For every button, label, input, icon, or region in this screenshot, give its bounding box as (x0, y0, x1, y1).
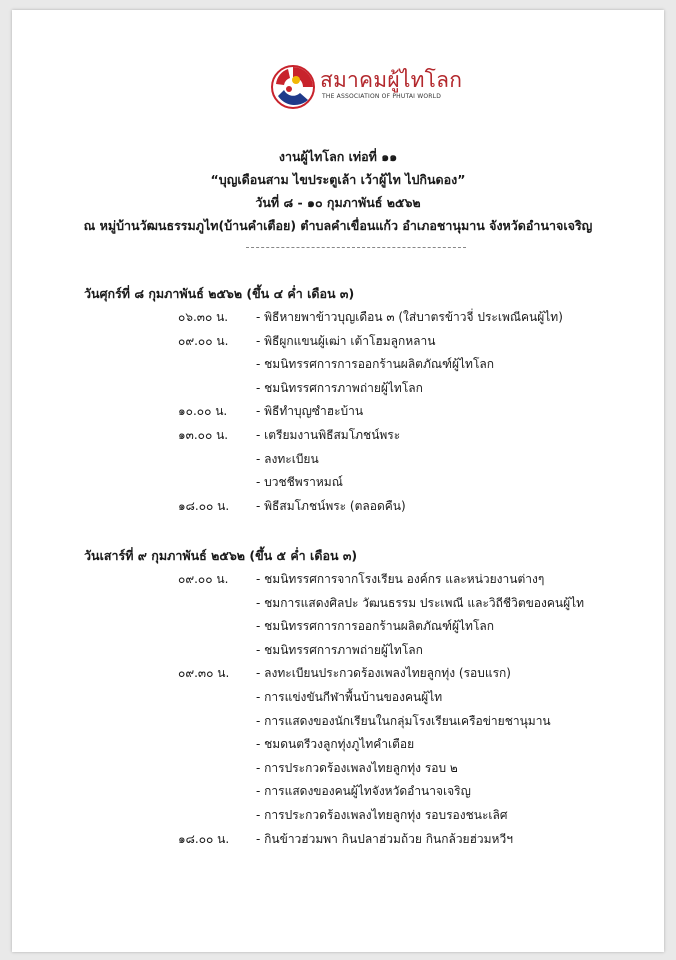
schedule-row (84, 568, 644, 592)
day-schedule-saturday (84, 544, 644, 851)
schedule-item: - กินข้าวฮ่วมพา กินปลาฮ่วมถ้วย กินกล้วยฮ่วมหวีฯ (256, 831, 513, 846)
day-title: วันศุกร์ที่ ๘ กุมภาพันธ์ ๒๕๖๒ (ขึ้น ๔ ค่ำ เดือน ๓) (84, 286, 355, 301)
schedule-row (84, 804, 644, 828)
schedule-time: ๑๓.๐๐ น. (178, 427, 229, 442)
event-theme: “บุญเดือนสาม ไขประตูเล้า เว้าผู้ไท ไปกินดอง” (210, 172, 466, 187)
schedule-row (84, 424, 644, 448)
schedule-row (84, 828, 644, 852)
schedule-time: ๑๘.๐๐ น. (178, 498, 230, 513)
schedule-row (84, 377, 644, 401)
schedule-item: - พิธีผูกแขนผู้เฒ่า เต้าโฮมลูกหลาน (256, 333, 436, 348)
schedule-item: - พิธีทำบุญซำฮะบ้าน (256, 404, 364, 419)
schedule-item: - ลงทะเบียน (256, 451, 319, 466)
schedule-row (84, 353, 644, 377)
schedule-item: - ชมดนตรีวงลูกทุ่งภูไทคำเตือย (256, 737, 415, 752)
event-venue: ณ หมู่บ้านวัฒนธรรมภูไท(บ้านคำเตือย) ตำบลคำเขื่อนแก้ว อำเภอชานุมาน จังหวัดอำนาจเจริญ (83, 218, 593, 233)
schedule-item: - ชมนิทรรศการการออกร้านผลิตภัณฑ์ผู้ไทโลก (256, 619, 495, 634)
schedule-item: - ชมนิทรรศการการออกร้านผลิตภัณฑ์ผู้ไทโลก (256, 357, 495, 372)
schedule-row (84, 471, 644, 495)
schedule-item: - พิธีสมโภชน์พระ (ตลอดคืน) (256, 498, 406, 513)
day-title: วันเสาร์ที่ ๙ กุมภาพันธ์ ๒๕๖๒ (ขึ้น ๕ ค่ำ เดือน ๓) (84, 548, 358, 563)
event-title: งานผู้ไทโลก เท่อที่ ๑๑ (278, 149, 398, 164)
event-header (12, 145, 664, 237)
schedule-row (84, 448, 644, 472)
schedule-row (84, 592, 644, 616)
schedule-time: ๑๐.๐๐ น. (178, 404, 228, 419)
document-page (12, 10, 664, 952)
schedule-row (84, 757, 644, 781)
schedule-row (84, 639, 644, 663)
event-dates: วันที่ ๘ - ๑๐ กุมภาพันธ์ ๒๕๖๒ (255, 195, 421, 210)
association-emblem-icon (270, 62, 320, 112)
association-subtitle: THE ASSOCIATION OF PHUTAI WORLD (322, 93, 442, 100)
schedule-item: - เตรียมงานพิธีสมโภชน์พระ (256, 427, 401, 442)
schedule-row (84, 400, 644, 424)
schedule-row (84, 662, 644, 686)
schedule-row (84, 710, 644, 734)
schedule-row (84, 330, 644, 354)
schedule-item: - การประกวดร้องเพลงไทยลูกทุ่ง รอบ ๒ (256, 760, 458, 775)
schedule-item: - การแข่งขันกีฬาพื้นบ้านของคนผู้ไท (256, 689, 443, 704)
schedule-item: - ชมนิทรรศการภาพถ่ายผู้ไทโลก (256, 380, 423, 395)
schedule-item: - บวชชีพราหมณ์ (256, 475, 343, 490)
schedule-item: - ชมการแสดงศิลปะ วัฒนธรรม ประเพณี และวิถีชีวิตของคนผู้ไท (256, 595, 585, 610)
schedule-row (84, 733, 644, 757)
header-divider (246, 247, 466, 248)
schedule-time: ๐๙.๓๐ น. (178, 666, 230, 681)
schedule-item: - การแสดงของคนผู้ไทจังหวัดอำนาจเจริญ (256, 784, 471, 799)
schedule-row (84, 615, 644, 639)
association-name: สมาคมผู้ไทโลก (320, 68, 463, 92)
day-schedule-friday (84, 282, 644, 518)
schedule-time: ๐๙.๐๐ น. (178, 572, 229, 586)
schedule-time: ๐๖.๓๐ น. (178, 310, 229, 324)
association-logo (270, 62, 470, 122)
schedule-item: - ชมนิทรรศการจากโรงเรียน องค์กร และหน่วยงานต่างๆ (256, 572, 545, 586)
schedule-item: - ลงทะเบียนประกวดร้องเพลงไทยลูกทุ่ง (รอบแรก) (256, 666, 511, 681)
schedule-item: - การประกวดร้องเพลงไทยลูกทุ่ง รอบรองชนะเลิศ (256, 807, 508, 822)
schedule-row (84, 686, 644, 710)
schedule-time: ๐๙.๐๐ น. (178, 333, 229, 348)
schedule-item: - ชมนิทรรศการภาพถ่ายผู้ไทโลก (256, 642, 423, 657)
schedule-row (84, 306, 644, 330)
schedule-item: - พิธีหายพาข้าวบุญเดือน ๓ (ใส่บาตรข้าวจี่ ประเพณีคนผู้ไท) (256, 310, 563, 324)
schedule-item: - การแสดงของนักเรียนในกลุ่มโรงเรียนเครือข่ายชานุมาน (256, 713, 551, 728)
schedule-row (84, 780, 644, 804)
schedule-time: ๑๘.๐๐ น. (178, 831, 230, 846)
schedule-row (84, 495, 644, 519)
